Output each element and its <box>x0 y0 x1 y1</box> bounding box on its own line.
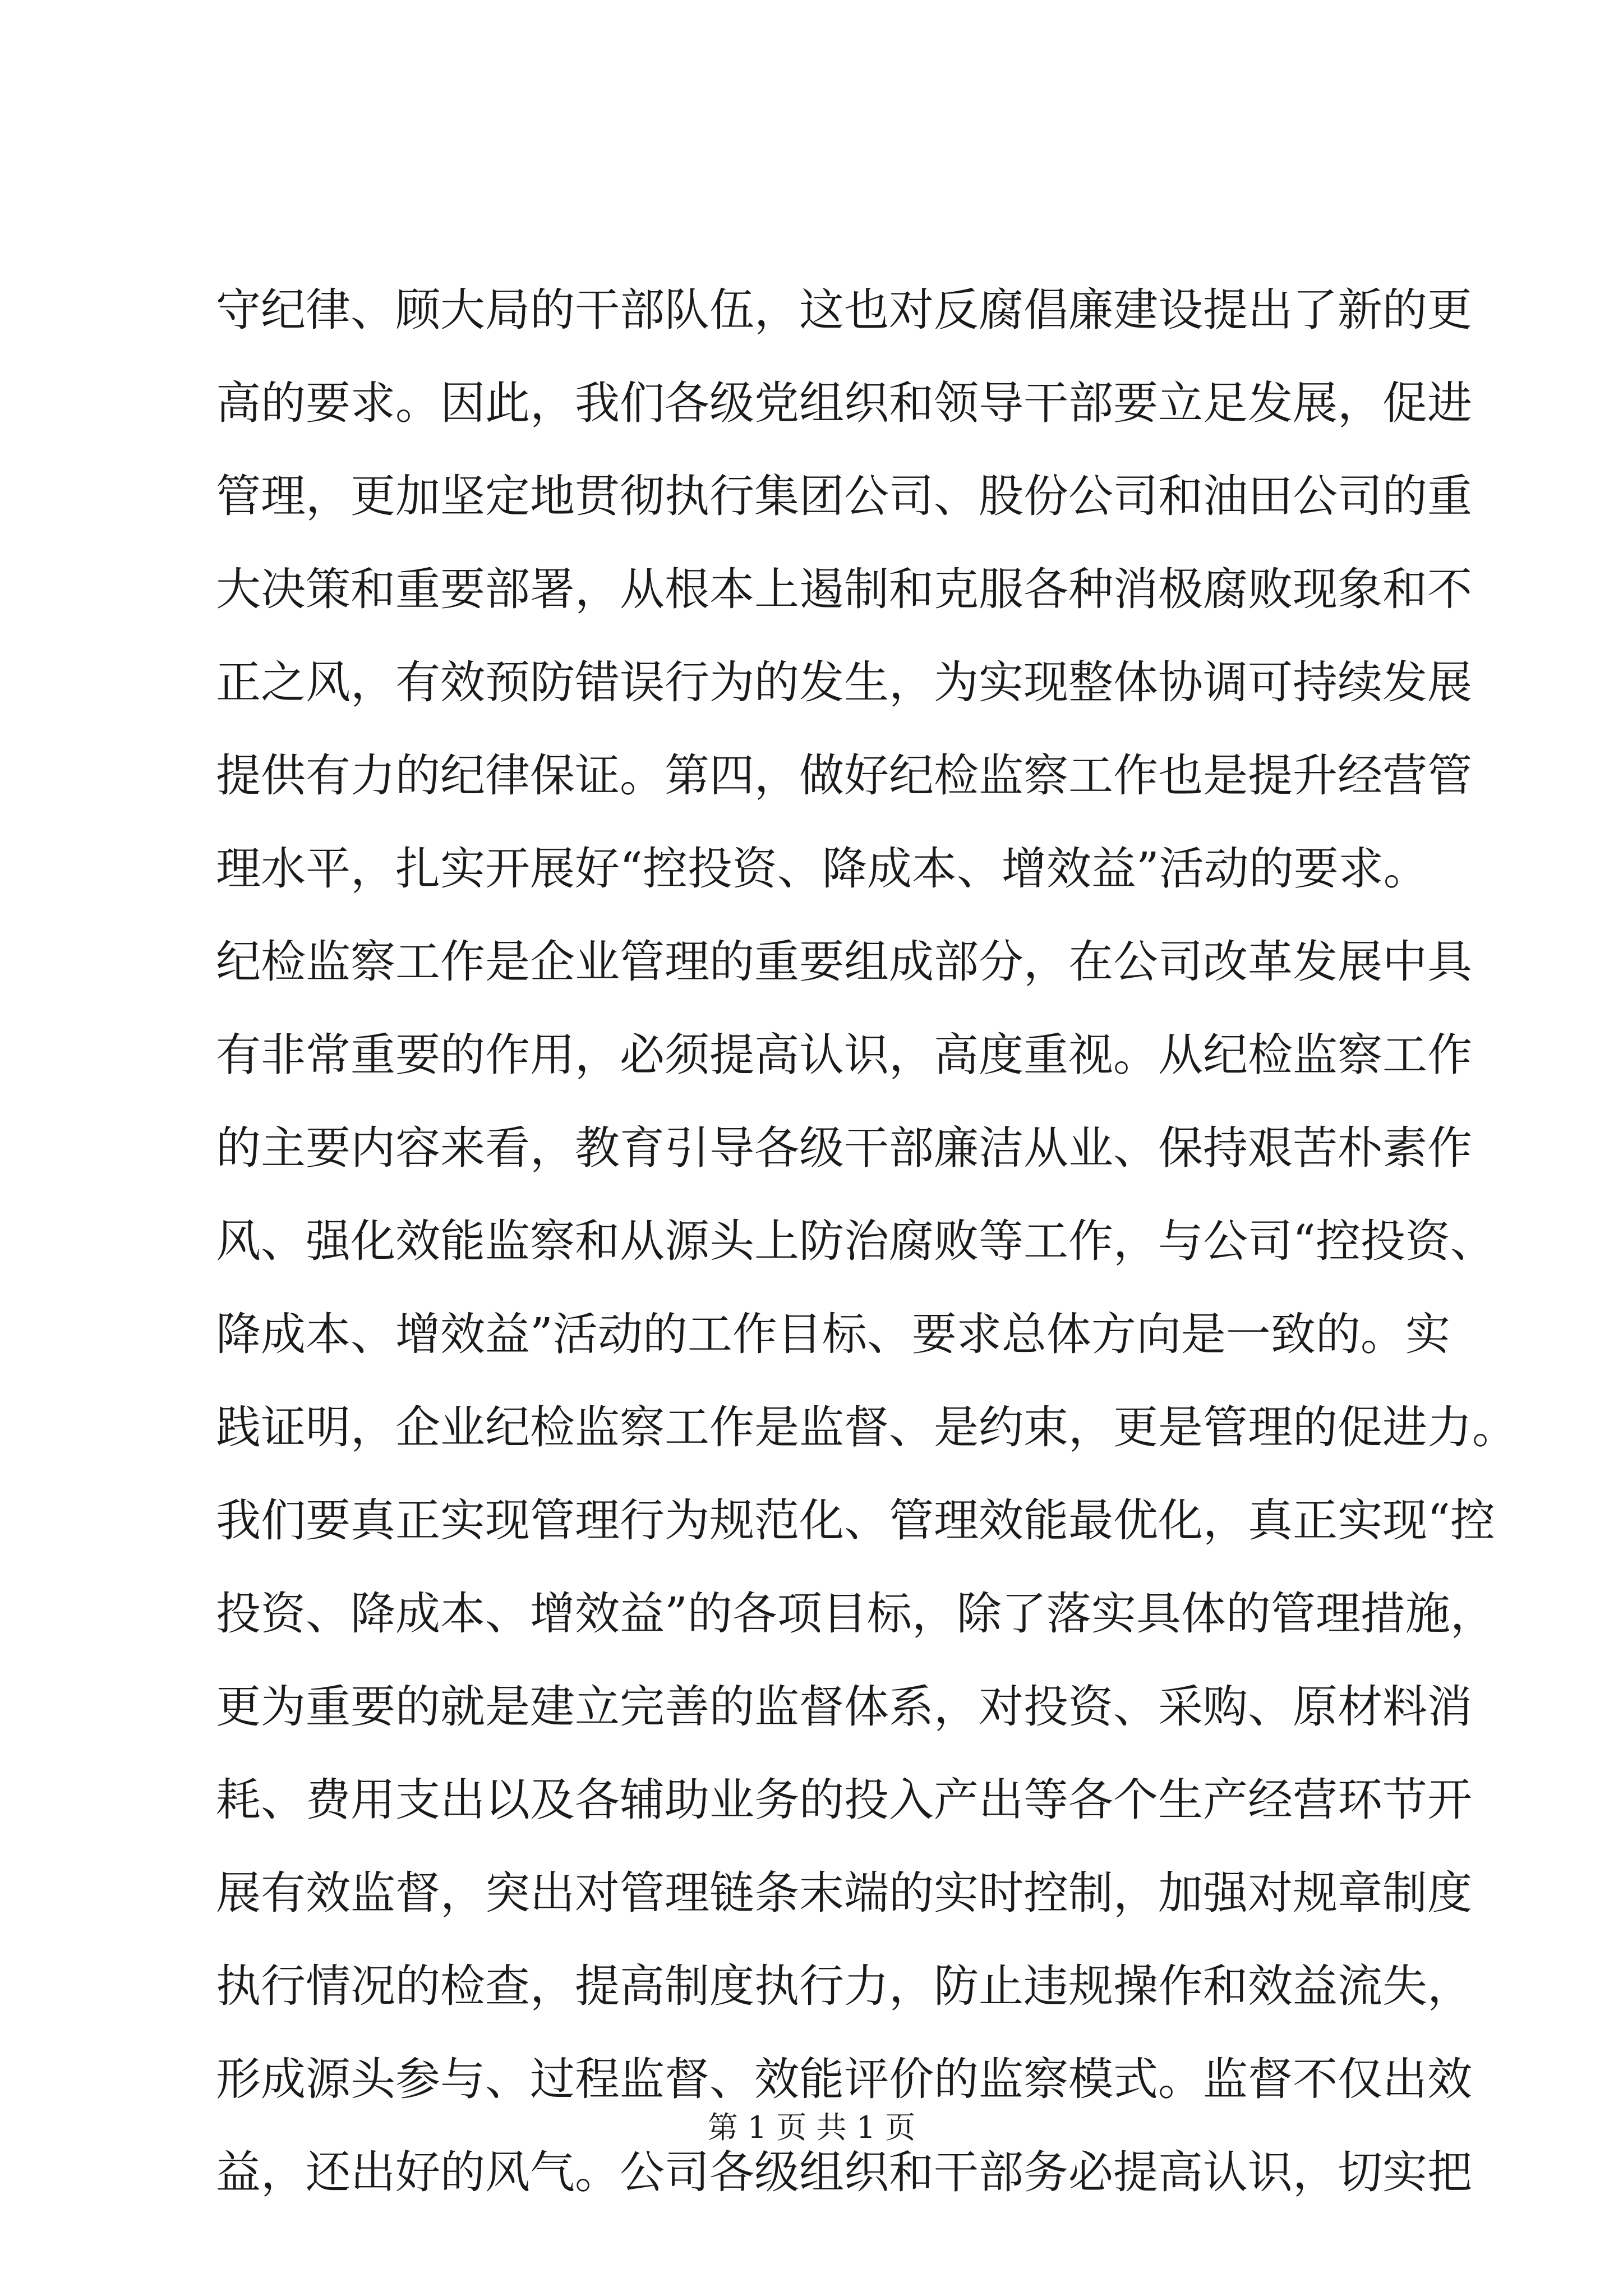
text-line: 投资、降成本、增效益”的各项目标，除了落实具体的管理措施， <box>216 1588 1495 1640</box>
body-text <box>216 264 1517 2219</box>
text-line: 有非常重要的作用，必须提高认识，高度重视。从纪检监察工作 <box>216 1029 1472 1081</box>
text-line: 降成本、增效益”活动的工作目标、要求总体方向是一致的。实 <box>216 1308 1450 1360</box>
text-line: 耗、费用支出以及各辅助业务的投入产出等各个生产经营环节开 <box>216 1774 1472 1826</box>
text-line: 执行情况的检查，提高制度执行力，防止违规操作和效益流失， <box>216 1960 1472 2012</box>
text-line: 提供有力的纪律保证。第四，做好纪检监察工作也是提升经营管 <box>216 749 1472 802</box>
text-line: 践证明，企业纪检监察工作是监督、是约束，更是管理的促进力。 <box>216 1401 1517 1453</box>
text-line: 管理，更加坚定地贯彻执行集团公司、股份公司和油田公司的重 <box>216 470 1472 522</box>
text-line: 大决策和重要部署，从根本上遏制和克服各种消极腐败现象和不 <box>216 563 1472 615</box>
text-line: 正之风，有效预防错误行为的发生，为实现整体协调可持续发展 <box>216 656 1472 708</box>
text-line: 的主要内容来看，教育引导各级干部廉洁从业、保持艰苦朴素作 <box>216 1122 1472 1174</box>
page-footer: 第 1 页 共 1 页 <box>707 2110 916 2145</box>
text-line: 益，还出好的风气。公司各级组织和干部务必提高认识，切实把 <box>216 2146 1472 2198</box>
text-line: 展有效监督，突出对管理链条末端的实时控制，加强对规章制度 <box>216 1867 1472 1919</box>
text-line: 形成源头参与、过程监督、效能评价的监察模式。监督不仅出效 <box>216 2053 1472 2105</box>
text-line: 我们要真正实现管理行为规范化、管理效能最优化，真正实现“控 <box>216 1494 1495 1547</box>
text-line: 守纪律、顾大局的干部队伍，这也对反腐倡廉建设提出了新的更 <box>216 284 1472 336</box>
text-line: 高的要求。因此，我们各级党组织和领导干部要立足发展，促进 <box>216 377 1472 429</box>
text-line: 纪检监察工作是企业管理的重要组成部分，在公司改革发展中具 <box>216 936 1472 988</box>
text-line: 理水平，扎实开展好“控投资、降成本、增效益”活动的要求。 <box>216 843 1428 895</box>
text-line: 风、强化效能监察和从源头上防治腐败等工作，与公司“控投资、 <box>216 1215 1495 1267</box>
text-line: 更为重要的就是建立完善的监督体系，对投资、采购、原材料消 <box>216 1681 1472 1733</box>
